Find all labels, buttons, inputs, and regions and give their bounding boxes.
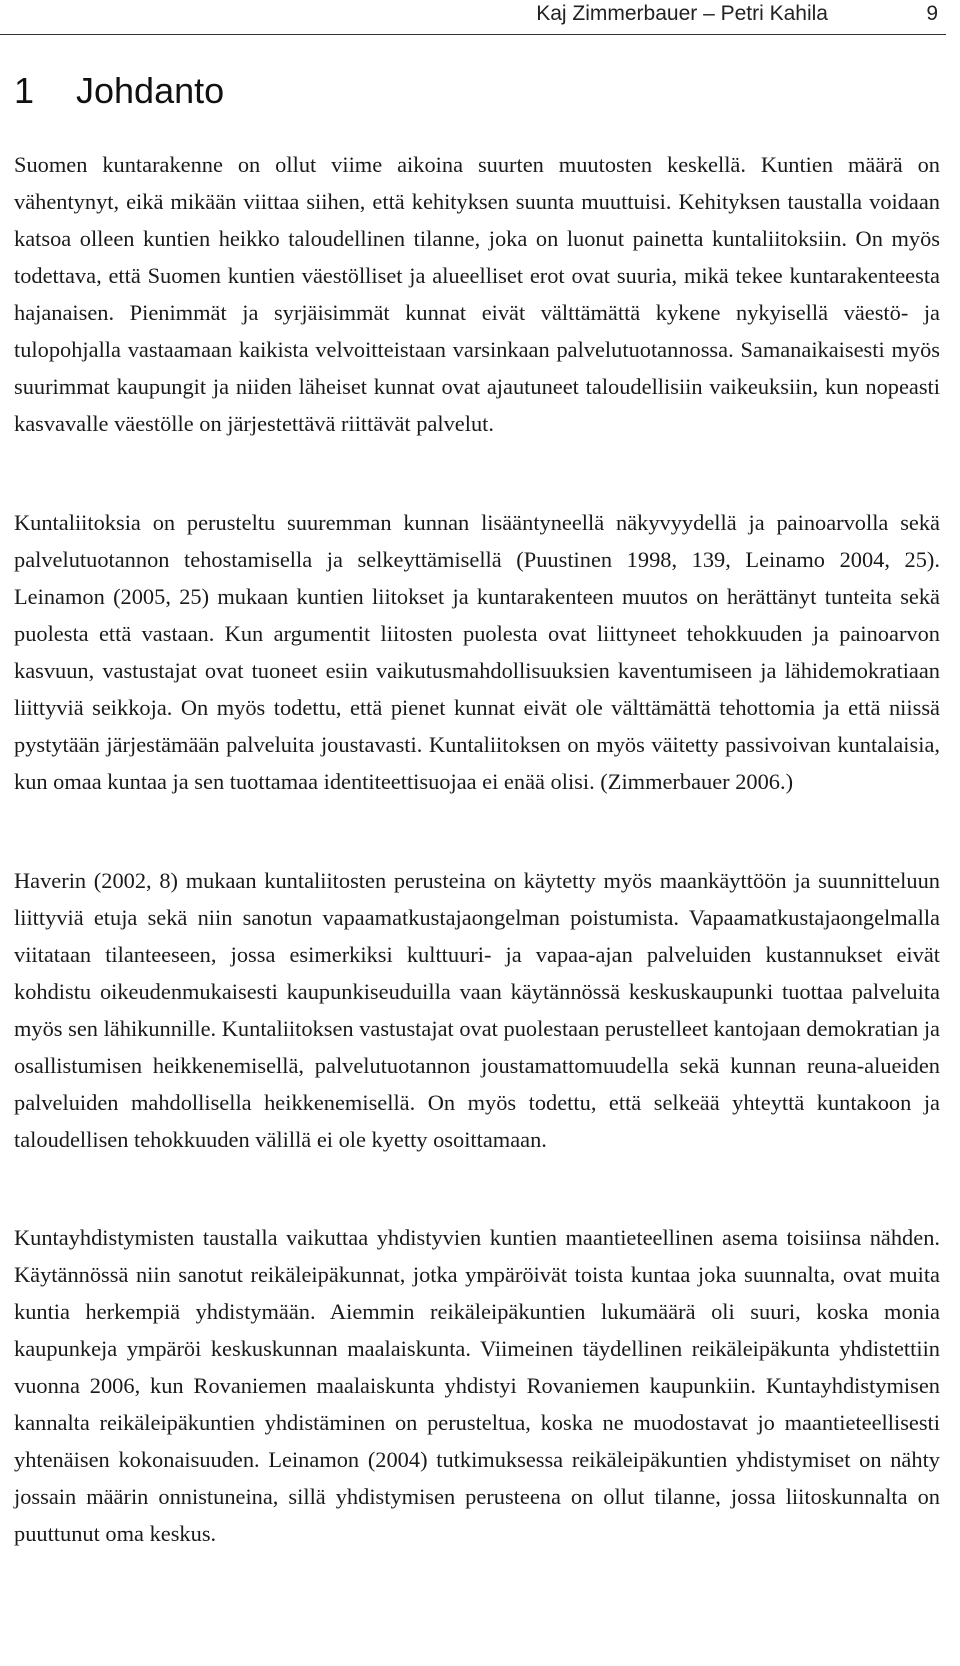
body-paragraph-4: Kuntayhdistymisten taustalla vaikuttaa yhdistyvien kuntien maantieteellinen asema toisiinsa nähden. Käytännössä niin sanotut reikäleipäkunnat, jotka ympäröivät toista kuntaa joka suunnalta, ovat muita kuntia herkempiä yhdistymään. Aiemmin reikäleipäkuntien lukumäärä oli suuri, koska monia kaupunkeja ympäröi keskuskunnan maalaiskunta. Viimeinen täydellinen reikäleipäkunta yhdistettiin vuonna 2006, kun Rovaniemen maalaiskunta yhdistyi Rovaniemen kaupunkiin. Kuntayhdistymisen kannalta reikäleipäkuntien yhdistäminen on perusteltua, koska ne muodostavat jo maantieteellisesti yhtenäisen kokonaisuuden. Leinamon (2004) tutkimuksessa reikäleipäkuntien yhdistymiset on nähty jossain määrin onnistuneina, sillä yhdistymisen perusteena on ollut tilanne, jossa liitoskunnalta on puuttunut oma keskus.: [14, 1225, 940, 1546]
chapter-title: Johdanto: [76, 70, 225, 111]
body-paragraph-2: Kuntaliitoksia on perusteltu suuremman kunnan lisääntyneellä näkyvyydellä ja painoarvolla sekä palvelutuotannon tehostamisella ja selkeyttämisellä (Puustinen 1998, 139, Leinamo 2004, 25). Leinamon (2005, 25) mukaan kuntien liitokset ja kuntarakenteen muutos on herättänyt tunteita sekä puolesta että vastaan. Kun argumentit liitosten puolesta ovat liittyneet tehokkuuden ja painoarvon kasvuun, vastustajat ovat tuoneet esiin vaikutusmahdollisuuksien kaventumiseen ja lähidemokratiaan liittyviä seikkoja. On myös todettu, että pienet kunnat eivät ole välttämättä tehottomia ja että niissä pystytään järjestämään palveluita joustavasti. Kuntaliitoksen on myös väitetty passivoivan kuntalaisia, kun omaa kuntaa ja sen tuottamaa identiteettisuojaa ei enää olisi. (Zimmerbauer 2006.): [14, 510, 940, 794]
chapter-heading: [14, 70, 224, 112]
header-authors: Kaj Zimmerbauer – Petri Kahila: [536, 2, 828, 25]
body-paragraph-1: Suomen kuntarakenne on ollut viime aikoina suurten muutosten keskellä. Kuntien määrä on vähentynyt, eikä mikään viittaa siihen, että kehityksen suunta muuttuisi. Kehityksen taustalla voidaan katsoa olleen kuntien heikko taloudellinen tilanne, joka on luonut painetta kuntaliitoksiin. On myös todettava, että Suomen kuntien väestölliset ja alueelliset erot ovat suuria, mikä tekee kuntarakenteesta hajanaisen. Pienimmät ja syrjäisimmät kunnat eivät välttämättä kykene nykyisellä väestö- ja tulopohjalla vastaamaan kaikista velvoitteistaan varsinkaan palvelutuotannossa. Samanaikaisesti myös suurimmat kaupungit ja niiden läheiset kunnat ovat ajautuneet taloudellisiin vaikeuksiin, kun nopeasti kasvavalle väestölle on järjestettävä riittävät palvelut.: [14, 152, 940, 436]
chapter-number: 1: [14, 70, 35, 111]
body-paragraph-3: Haverin (2002, 8) mukaan kuntaliitosten perusteina on käytetty myös maankäyttöön ja suunnitteluun liittyviä etuja sekä niin sanotun vapaamatkustajaongelman poistumista. Vapaamatkustajaongelmalla viitataan tilanteeseen, jossa esimerkiksi kulttuuri- ja vapaa-ajan palveluiden kustannukset eivät kohdistu oikeudenmukaisesti kaupunkiseuduilla vaan käytännössä keskuskaupunki tuottaa palveluita myös sen lähikunnille. Kuntaliitoksen vastustajat ovat puolestaan perustelleet kantojaan demokratian ja osallistumisen heikkenemisellä, palvelutuotannon joustamattomuudella sekä kunnan reuna-alueiden palveluiden mahdollisella heikkenemisellä. On myös todettu, että selkeää yhteyttä kuntakoon ja taloudellisen tehokkuuden välillä ei ole kyetty osoittamaan.: [14, 868, 940, 1152]
page-number: 9: [926, 2, 938, 25]
running-header: [0, 0, 946, 35]
